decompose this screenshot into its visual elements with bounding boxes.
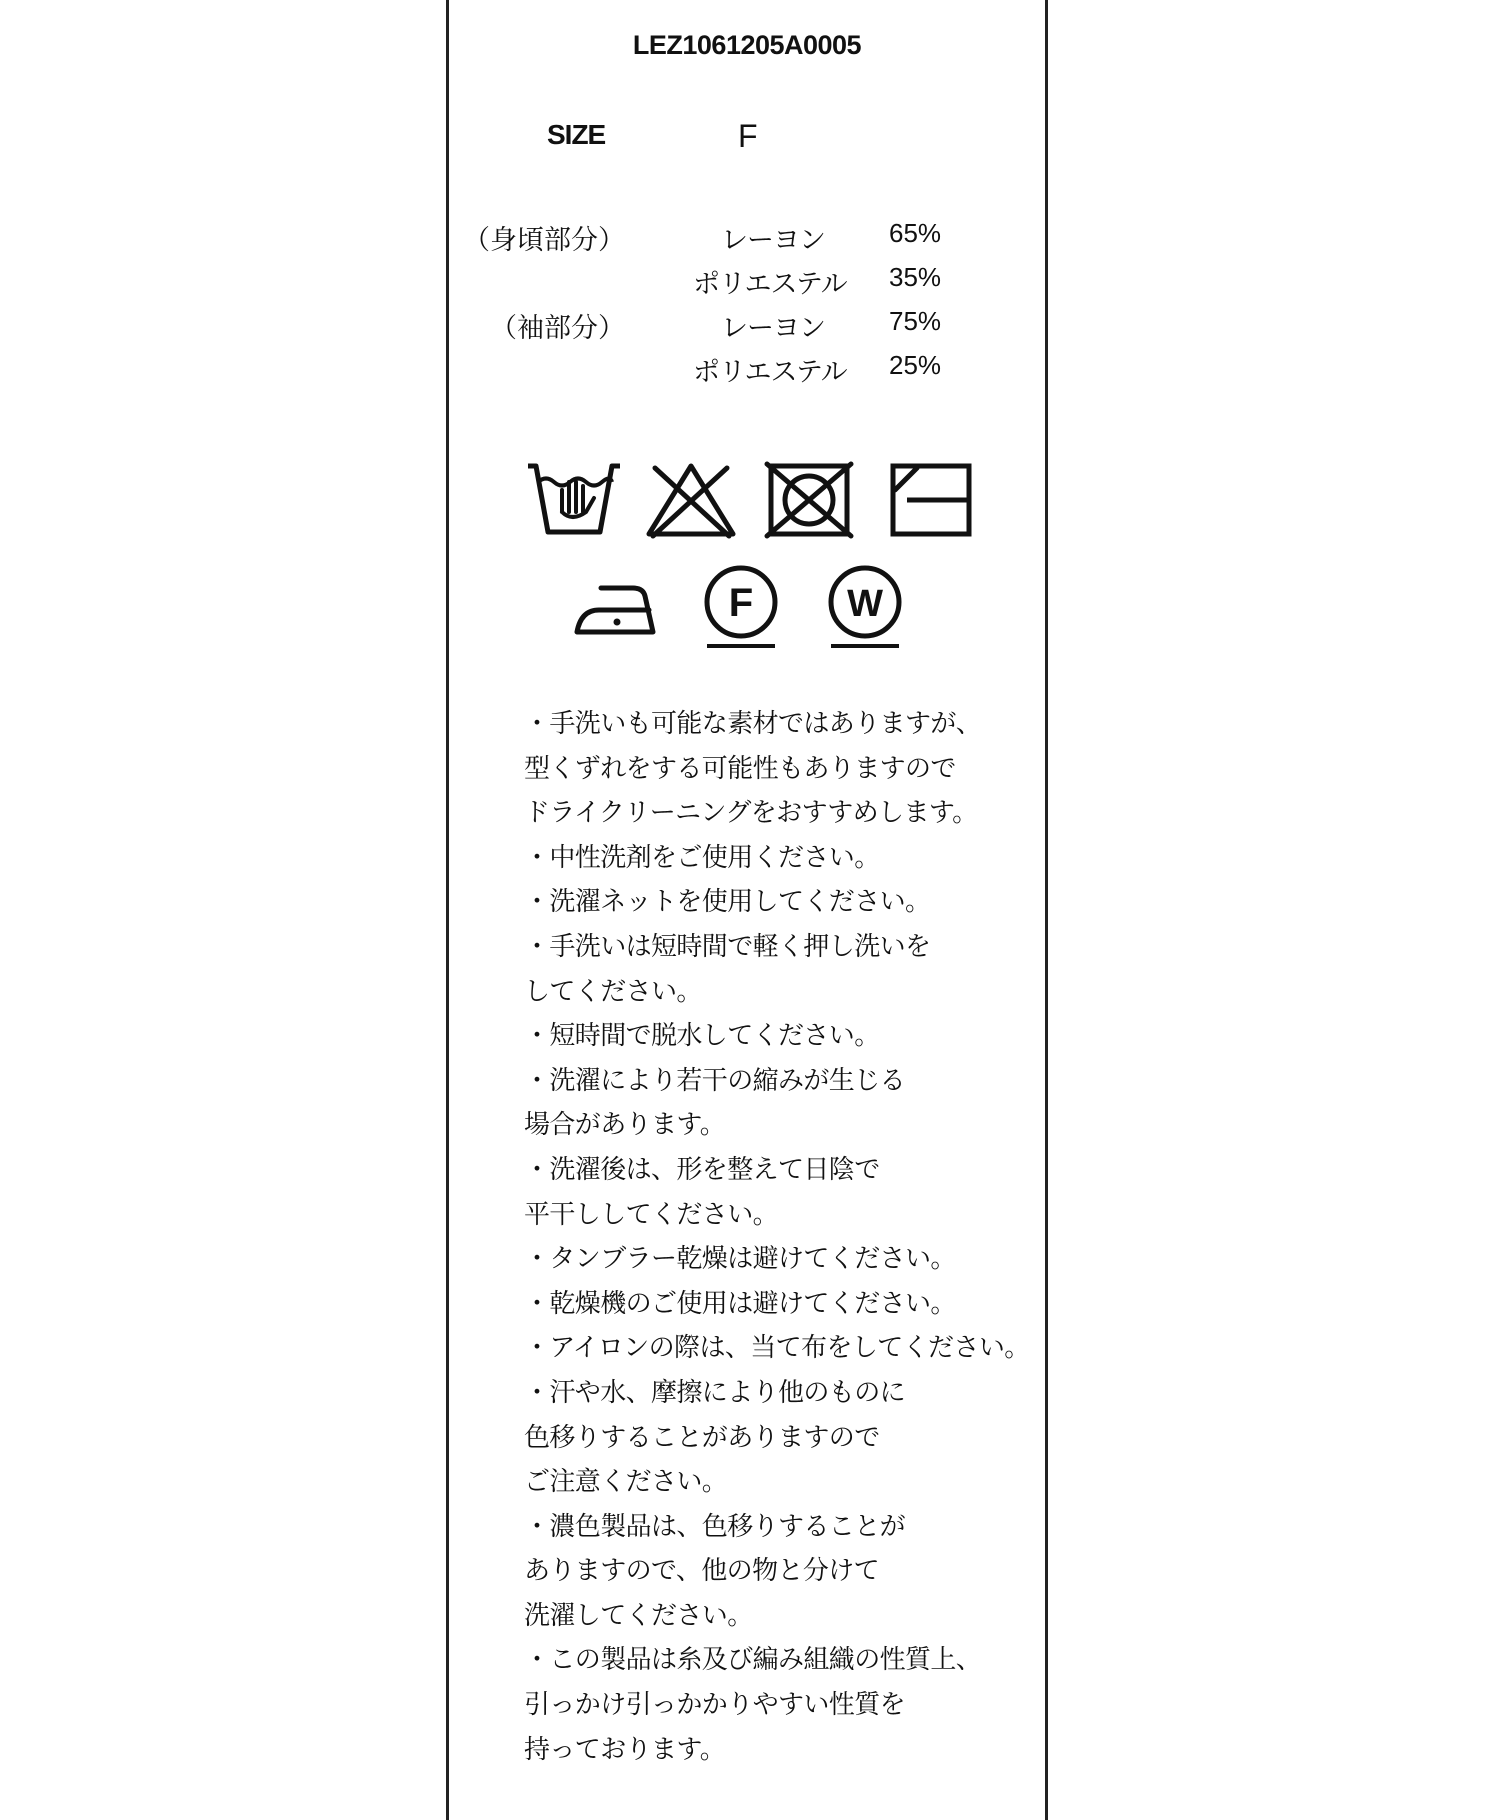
note-line: ・アイロンの際は、当て布をしてください。 (524, 1333, 1030, 1364)
composition-material: ポリエステル (693, 357, 847, 388)
care-label (446, 0, 1048, 1820)
composition-row (449, 350, 1045, 390)
iron-low-icon (573, 574, 657, 638)
note-line: 場合があります。 (524, 1110, 726, 1141)
composition-material: レーヨン (721, 225, 825, 256)
size-value: F (738, 118, 758, 154)
no-tumble-dry-icon (761, 460, 857, 540)
composition-material: レーヨン (721, 313, 825, 344)
note-line: 型くずれをする可能性もありますので (524, 753, 956, 784)
wet-clean-letter: W (847, 583, 883, 625)
note-line: ・洗濯後は、形を整えて日陰で (524, 1154, 880, 1185)
note-line: 平干ししてください。 (524, 1199, 779, 1230)
note-line: 洗濯してください。 (524, 1600, 753, 1631)
product-code: LEZ1061205A0005 (632, 30, 862, 60)
note-line: ドライクリーニングをおすすめします。 (524, 798, 978, 829)
note-line: ・汗や水、摩擦により他のものに (524, 1377, 906, 1408)
note-line: ・中性洗剤をご使用ください。 (524, 842, 880, 873)
composition-material: ポリエステル (693, 269, 847, 300)
note-line: 持っております。 (524, 1734, 726, 1765)
note-line: ご注意ください。 (524, 1467, 728, 1498)
no-bleach-icon (643, 460, 739, 540)
composition-percent: 35% (889, 262, 942, 292)
dry-clean-f-icon (701, 564, 781, 650)
note-line: ・洗濯により若干の縮みが生じる (524, 1065, 906, 1096)
wet-clean-w-icon (825, 564, 905, 650)
note-line: ありますので、他の物と分けて (524, 1556, 880, 1587)
note-line: ・手洗いは短時間で軽く押し洗いを (524, 931, 931, 962)
note-line: ・乾燥機のご使用は避けてください。 (524, 1288, 956, 1319)
composition-part: （身頃部分） (463, 225, 625, 256)
composition-percent: 65% (889, 218, 942, 248)
composition-percent: 25% (889, 350, 942, 380)
composition-part: （袖部分） (490, 313, 625, 344)
care-instructions (524, 702, 1044, 1772)
line-dry-shade-icon (887, 460, 975, 540)
note-line: ・濃色製品は、色移りすることが (524, 1511, 906, 1542)
composition-row (449, 218, 1045, 258)
composition-percent: 75% (889, 306, 942, 336)
note-line: ・洗濯ネットを使用してください。 (524, 887, 931, 918)
note-line: ・短時間で脱水してください。 (524, 1021, 880, 1052)
note-line: 色移りすることがありますので (524, 1422, 880, 1453)
note-line: ・この製品は糸及び編み組織の性質上、 (524, 1645, 982, 1676)
composition-row (449, 306, 1045, 346)
note-line: 引っかけ引っかかりやすい性質を (524, 1690, 906, 1721)
size-label: SIZE (547, 119, 606, 150)
note-line: ・タンブラー乾燥は避けてください。 (524, 1244, 956, 1275)
composition-row (449, 262, 1045, 302)
note-line: ・手洗いも可能な素材ではありますが、 (524, 709, 982, 739)
note-line: してください。 (524, 976, 702, 1007)
hand-wash-icon (524, 460, 624, 540)
dry-clean-letter: F (728, 581, 754, 625)
